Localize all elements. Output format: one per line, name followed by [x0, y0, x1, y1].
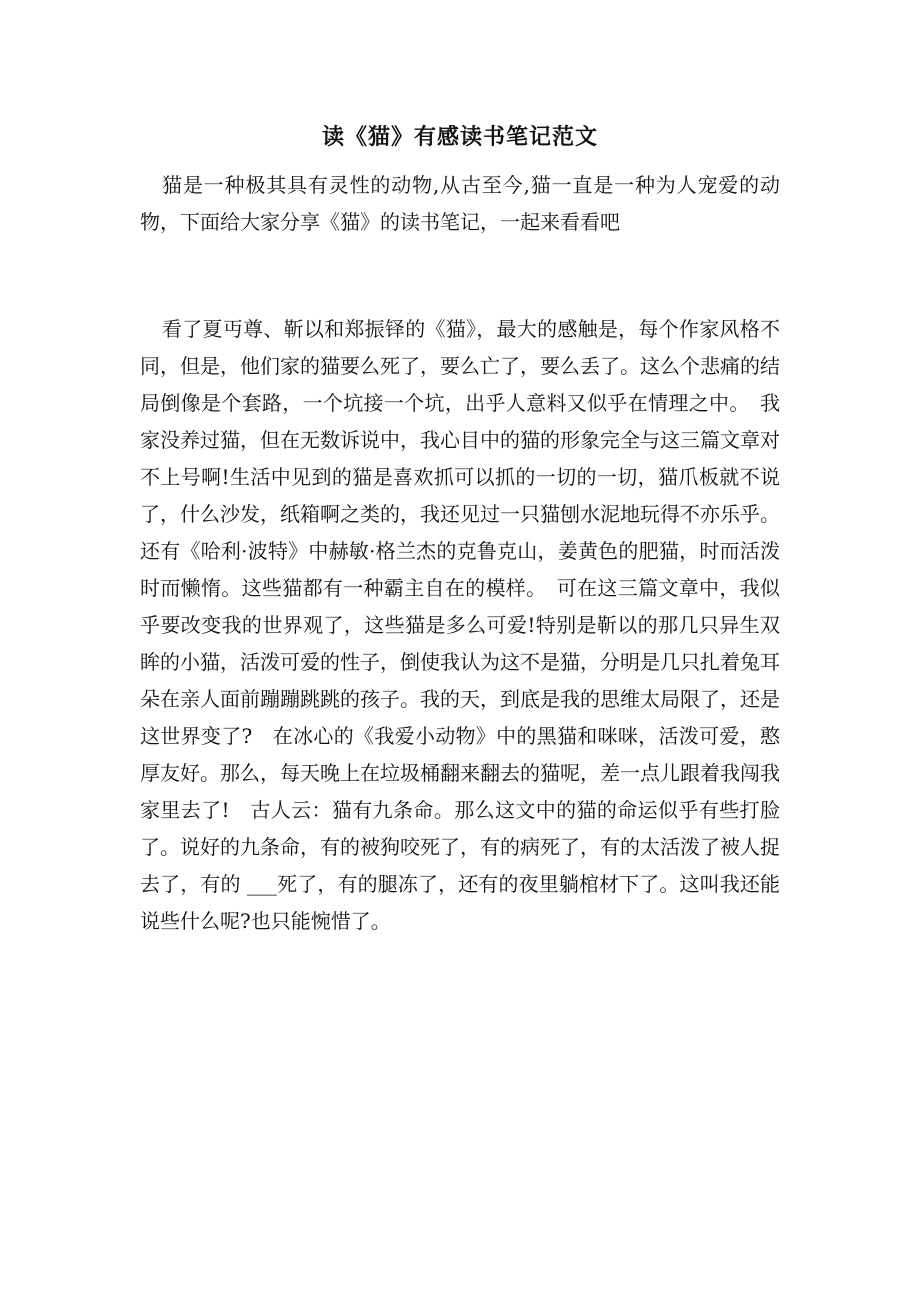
body-paragraph: 看了夏丏尊、靳以和郑振铎的《猫》，最大的感触是，每个作家风格不同，但是，他们家的猫要么死了，要么亡了，要么丢了。这么个悲痛的结局倒像是个套路，一个坑接一个坑，出乎人意料又似乎在情理之中。 我家没养过猫，但在无数诉说中，我心目中的猫的形象完全与这三篇文章对不上号啊!生活中见到的猫是喜欢抓可以抓的一切的一切，猫爪板就不说了，什么沙发，纸箱啊之类的，我还见过一只猫刨水泥地玩得不亦乐乎。还有《哈利·波特》中赫敏·格兰杰的克鲁克山，姜黄色的肥猫，时而活泼时而懒惰。这些猫都有一种霸主自在的模样。 可在这三篇文章中，我似乎要改变我的世界观了，这些猫是多么可爱!特别是靳以的那几只异生双眸的小猫，活泼可爱的性子，倒使我认为这不是猫，分明是几只扎着兔耳朵在亲人面前蹦蹦跳跳的孩子。我的天，到底是我的思维太局限了，还是这世界变了? 在冰心的《我爱小动物》中的黑猫和咪咪，活泼可爱，憨厚友好。那么，每天晚上在垃圾桶翻来翻去的猫呢，差一点儿跟着我闯我家里去了! 古人云：猫有九条命。那么这文中的猫的命运似乎有些打脸了。说好的九条命，有的被狗咬死了，有的病死了，有的太活泼了被人捉去了，有的 ___死了，有的腿冻了，还有的夜里躺棺材下了。这叫我还能说些什么呢?也只能惋惜了。 — [140, 317, 780, 933]
document-title: 读《猫》有感读书笔记范文 — [321, 124, 598, 150]
intro-paragraph: 猫是一种极其具有灵性的动物,从古至今,猫一直是一种为人宠爱的动物，下面给大家分享《猫》的读书笔记，一起来看看吧 — [140, 173, 780, 234]
